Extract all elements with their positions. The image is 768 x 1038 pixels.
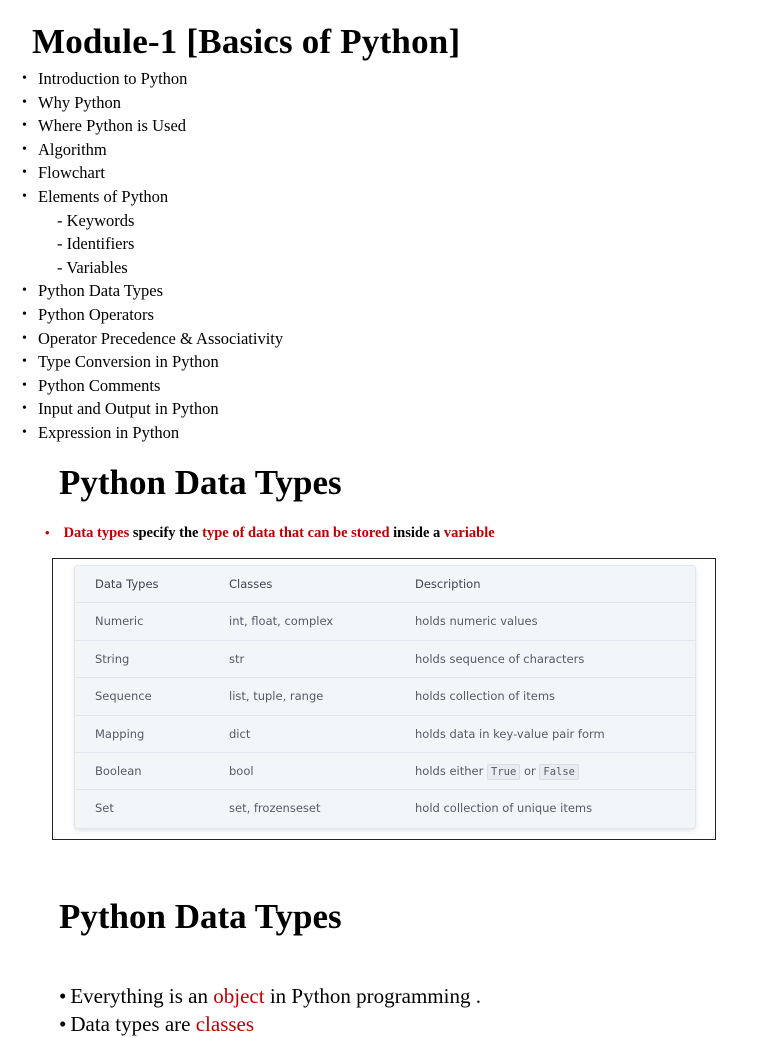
table-cell: holds either True or False	[415, 753, 579, 791]
table-cell: holds data in key-value pair form	[415, 726, 605, 741]
bullet-icon: •	[59, 1012, 67, 1036]
table-row	[75, 678, 695, 715]
bullet-icon: •	[22, 283, 27, 299]
bullet-icon: •	[22, 165, 27, 181]
bullet-icon: •	[22, 71, 27, 86]
bullet-icon: •	[22, 401, 27, 417]
column-header: Description	[415, 577, 481, 591]
list-item: • Everything is an object in Python programming .	[59, 984, 481, 1008]
list-item: • Data types are classes	[59, 1012, 255, 1036]
slide3-bullet-list	[59, 982, 481, 1038]
bullet-icon: •	[22, 141, 27, 157]
table-cell: holds numeric values	[415, 614, 538, 629]
bullet-icon: •	[45, 525, 50, 540]
table-cell: holds sequence of characters	[415, 651, 585, 666]
table-cell: Sequence	[95, 689, 152, 704]
slide-title: Python Data Types	[59, 463, 342, 502]
bullet-icon: •	[22, 94, 27, 110]
slide-title: Module-1 [Basics of Python]	[32, 22, 461, 61]
table-cell: Numeric	[95, 614, 144, 629]
bullet-icon: •	[22, 377, 27, 393]
code-literal: False	[539, 764, 579, 780]
column-header: Data Types	[95, 577, 159, 591]
table-cell: list, tuple, range	[229, 689, 324, 704]
table-cell: dict	[229, 726, 251, 741]
table-row	[75, 641, 695, 678]
table-cell: String	[95, 651, 130, 666]
table-cell: Boolean	[95, 763, 142, 778]
table-cell: set, frozenseset	[229, 801, 321, 816]
table-cell: bool	[229, 763, 254, 778]
table-cell: int, float, complex	[229, 614, 334, 629]
table-row	[75, 716, 695, 753]
bullet-icon: •	[22, 330, 27, 346]
bullet-icon: •	[22, 354, 27, 370]
column-header: Classes	[229, 577, 273, 591]
table-cell: str	[229, 651, 245, 666]
definition-text: • Data types specify the type of data that can be stored inside a variable	[45, 525, 495, 541]
bullet-icon: •	[22, 188, 27, 204]
table-cell: Set	[95, 801, 114, 816]
table-row	[75, 790, 695, 827]
bullet-icon: •	[22, 424, 27, 440]
bullet-icon: •	[22, 118, 27, 134]
code-literal: True	[487, 764, 520, 780]
bullet-icon: •	[59, 984, 67, 1008]
table-image-frame	[52, 558, 716, 840]
data-types-table	[74, 565, 696, 829]
table-cell: Mapping	[95, 726, 145, 741]
table-cell: holds collection of items	[415, 689, 556, 704]
table-header-row	[75, 566, 695, 603]
slide-module-overview: Module-1 [Basics of Python] • Introduction to Python • Why Python • Where Python is Used • Algorithm • Flowchart • Elements of Python - Keywords - Identifiers - Variables • Python Data Types • Python Operators • Operator Precedence & Associativity • Type Conversion in Python • Python Comments • Input and Output in Python • Expression in Python	[0, 0, 768, 432]
bullet-icon: •	[22, 306, 27, 322]
table-cell: hold collection of unique items	[415, 801, 593, 816]
table-row	[75, 603, 695, 640]
table-row	[75, 753, 695, 790]
slide-title: Python Data Types	[59, 897, 342, 936]
